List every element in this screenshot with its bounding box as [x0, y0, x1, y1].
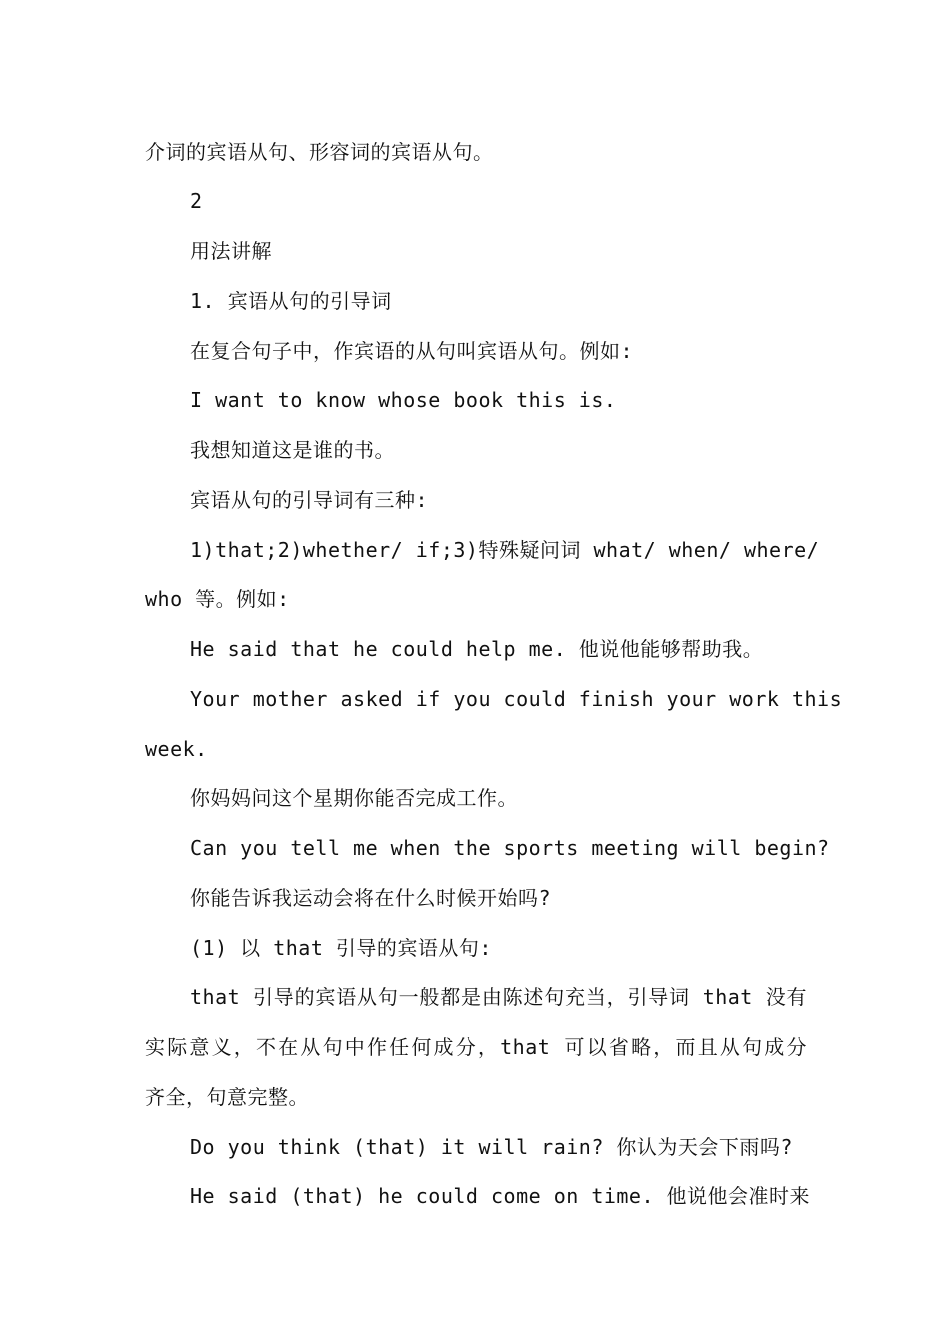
text-line: that 引导的宾语从句一般都是由陈述句充当，引导词 that 没有 — [190, 985, 807, 1009]
example-sentence: I want to know whose book this is. — [190, 388, 617, 412]
text-line: 介词的宾语从句、形容词的宾语从句。 — [145, 140, 494, 164]
text-line: 1)that;2)whether/ if;3)特殊疑问词 what/ when/ where/ — [190, 538, 820, 562]
text-line: 实际意义，不在从句中作任何成分，that 可以省略，而且从句成分 — [145, 1035, 807, 1059]
example-sentence: Your mother asked if you could finish your work this — [190, 687, 843, 711]
example-sentence: week. — [145, 737, 208, 761]
subsection-heading: 1. 宾语从句的引导词 — [190, 289, 392, 313]
section-number: 2 — [190, 189, 203, 213]
example-translation: 我想知道这是谁的书。 — [190, 438, 395, 462]
subsection-heading: (1) 以 that 引导的宾语从句: — [190, 936, 492, 960]
example-sentence: He said that he could help me. 他说他能够帮助我。 — [190, 637, 764, 661]
text-line: who 等。例如: — [145, 587, 290, 611]
text-line: 宾语从句的引导词有三种: — [190, 488, 429, 512]
example-translation: 你能告诉我运动会将在什么时候开始吗? — [190, 886, 552, 910]
example-translation: 你妈妈问这个星期你能否完成工作。 — [190, 786, 518, 810]
example-sentence: Do you think (that) it will rain? 你认为天会下雨吗? — [190, 1135, 793, 1159]
text-line: 齐全，句意完整。 — [145, 1085, 309, 1109]
example-sentence: He said (that) he could come on time. 他说他会准时来 — [190, 1184, 811, 1208]
example-sentence: Can you tell me when the sports meeting will begin? — [190, 836, 830, 860]
text-line: 在复合句子中，作宾语的从句叫宾语从句。例如: — [190, 339, 634, 363]
section-heading: 用法讲解 — [190, 239, 272, 263]
